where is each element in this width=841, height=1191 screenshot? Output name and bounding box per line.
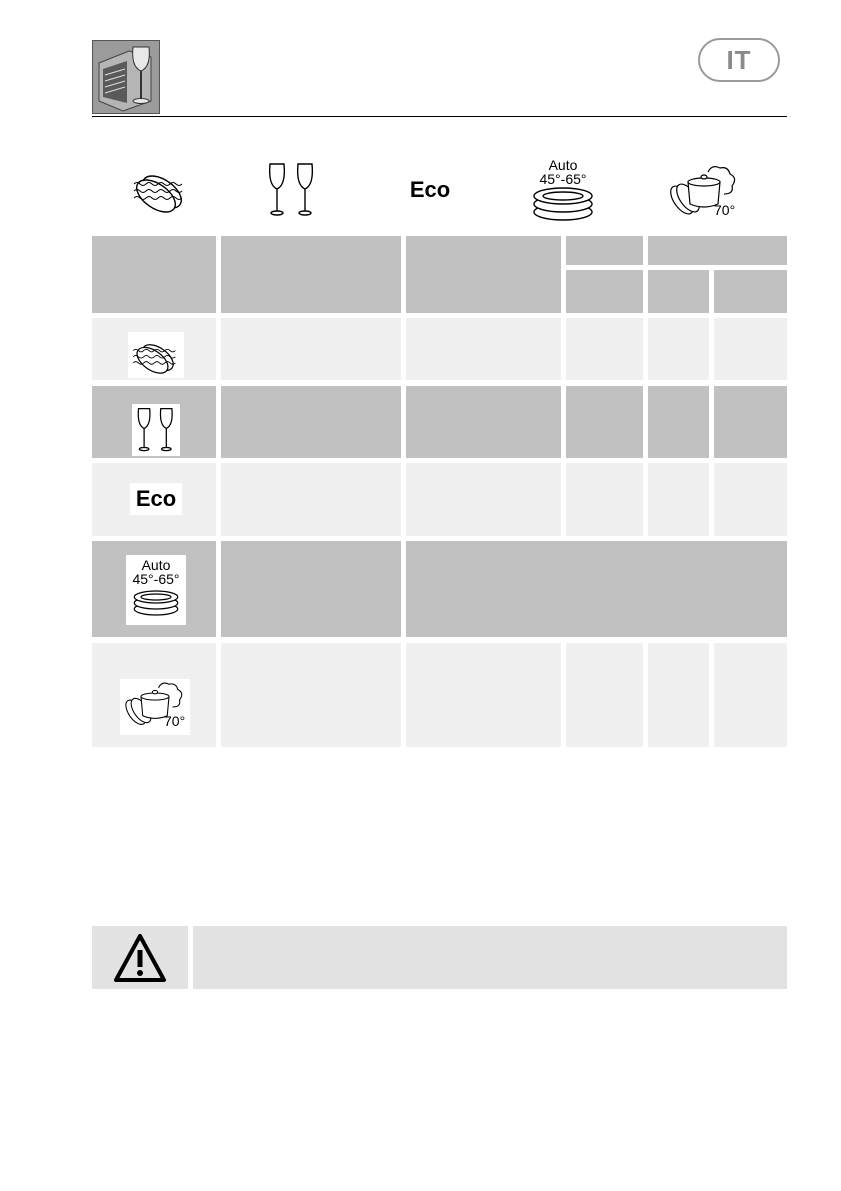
intensive-pot-icon: 70°	[120, 679, 190, 735]
soak-plates-icon	[128, 160, 192, 220]
table-header-program	[92, 236, 216, 313]
warning-triangle-icon	[92, 926, 188, 989]
table-subheader-b	[648, 270, 709, 313]
language-badge: IT	[698, 38, 780, 82]
table-header-col5	[648, 236, 787, 265]
table-row	[92, 463, 216, 536]
dishwasher-glass-icon	[92, 40, 160, 114]
table-row	[92, 541, 216, 637]
wine-glasses-icon	[262, 160, 322, 220]
auto-plates-icon: Auto 45°-65°	[126, 555, 186, 625]
intensive-temperature: 70°	[714, 202, 736, 218]
eco-label: Eco	[130, 483, 182, 515]
table-row	[92, 643, 216, 747]
table-header-col2	[221, 236, 401, 313]
table-subheader-a	[566, 270, 643, 313]
table-subheader-c	[714, 270, 787, 313]
auto-label: Auto	[548, 157, 578, 173]
auto-plates-icon	[523, 158, 603, 226]
table-row	[92, 386, 216, 458]
table-header-col3	[406, 236, 561, 313]
wine-glasses-icon	[132, 404, 180, 456]
header-divider	[92, 116, 787, 117]
warning-message-box	[193, 926, 787, 989]
soak-plates-icon	[128, 332, 184, 378]
auto-temperature: 45°-65°	[539, 171, 587, 187]
table-header-col4	[566, 236, 643, 265]
intensive-pot-icon	[664, 164, 744, 224]
eco-label: Eco	[409, 177, 451, 202]
table-row	[92, 318, 216, 380]
